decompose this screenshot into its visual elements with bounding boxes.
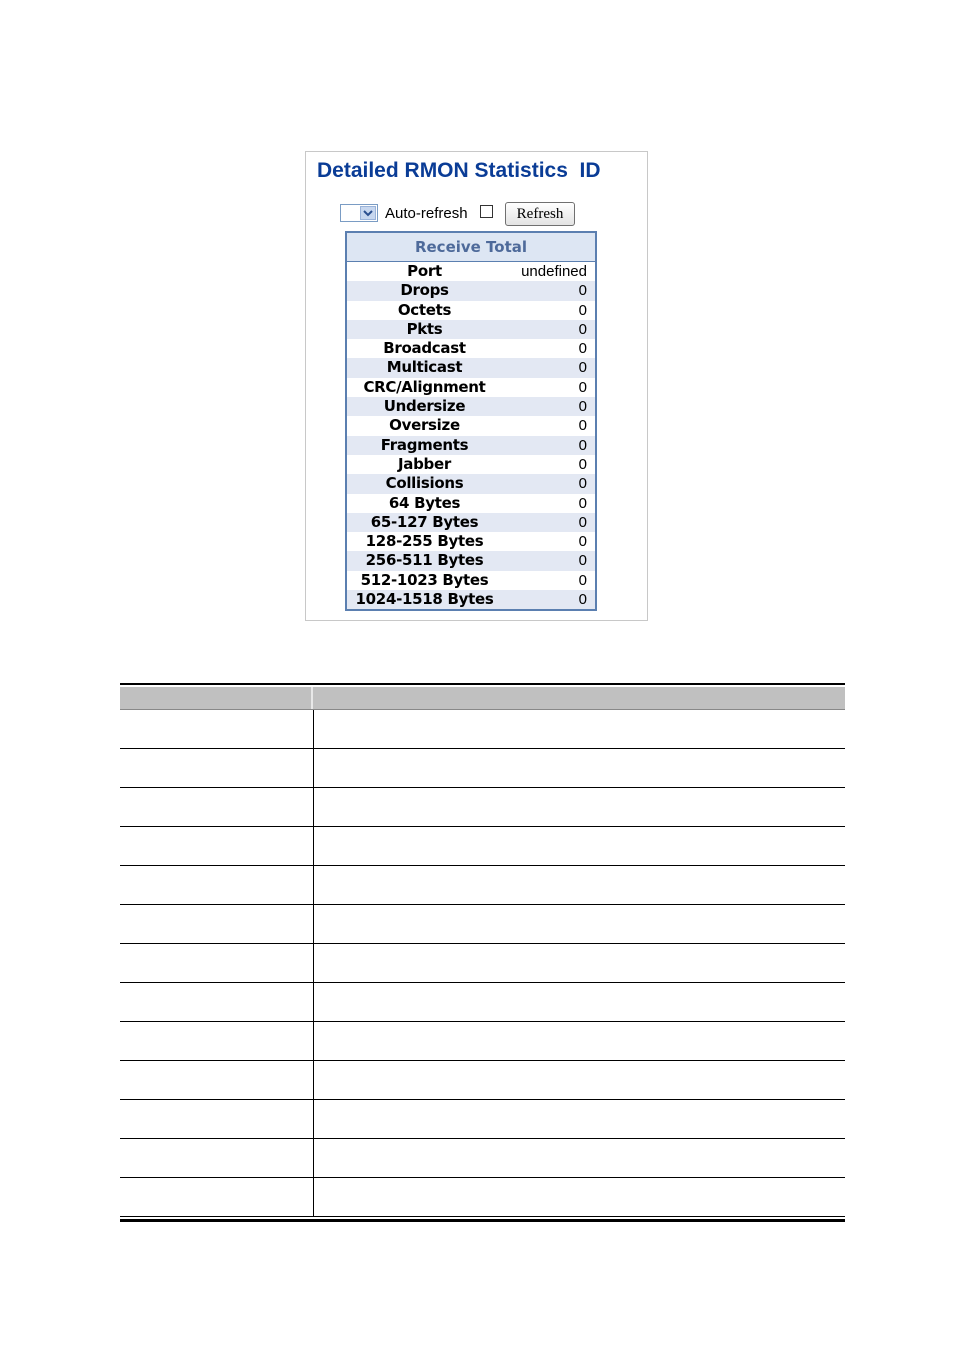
refresh-button[interactable]: Refresh: [505, 202, 575, 226]
table-row: [120, 983, 845, 1022]
stat-row: [347, 494, 595, 513]
table-row: [120, 1061, 845, 1100]
stats-table: [345, 231, 597, 611]
stat-name: CRC/Alignment: [363, 377, 486, 396]
stat-row: [347, 397, 595, 416]
stat-name: Oversize: [389, 416, 460, 435]
stat-row: [347, 455, 595, 474]
column-divider: [313, 788, 314, 826]
table-row: [120, 788, 845, 827]
stat-name: 1024-1518 Bytes: [355, 590, 494, 609]
column-divider: [313, 1178, 314, 1216]
stats-header: Receive Total: [347, 233, 595, 262]
page-title: Detailed RMON Statistics ID: [317, 159, 601, 182]
column-divider: [313, 1022, 314, 1060]
stat-value: 0: [578, 533, 587, 551]
stat-value: 0: [578, 475, 587, 493]
stat-name: Collisions: [385, 474, 464, 493]
stat-name: 128-255 Bytes: [365, 532, 484, 551]
stat-value: 0: [578, 571, 587, 589]
stat-value: 0: [578, 301, 587, 319]
stat-name: 64 Bytes: [388, 493, 461, 512]
table-row: [120, 749, 845, 788]
column-divider: [313, 1061, 314, 1099]
description-table-top-rule: [120, 683, 845, 685]
table-row: [120, 1139, 845, 1178]
table-row: [120, 827, 845, 866]
stat-name: Broadcast: [383, 339, 466, 358]
stat-value: 0: [578, 340, 587, 358]
stat-value: 0: [578, 378, 587, 396]
screenshot-frame: [305, 151, 648, 621]
table-row: [120, 1100, 845, 1139]
stat-name: 256-511 Bytes: [365, 551, 484, 570]
stat-value: 0: [578, 552, 587, 570]
stat-name: 65-127 Bytes: [370, 512, 479, 531]
stat-row: [347, 320, 595, 339]
stat-name: Octets: [397, 300, 452, 319]
stat-name: Drops: [400, 281, 449, 300]
table-row: [120, 1022, 845, 1061]
table-row: [120, 944, 845, 983]
column-divider: [313, 983, 314, 1021]
stat-value: undefined: [521, 263, 587, 280]
column-divider: [313, 710, 314, 748]
stat-row: [347, 262, 595, 281]
stat-row: [347, 358, 595, 377]
stat-value: 0: [578, 417, 587, 435]
stat-name: Pkts: [406, 319, 443, 338]
stat-row: [347, 301, 595, 320]
stat-value: 0: [578, 436, 587, 454]
header-divider: [311, 687, 313, 709]
auto-refresh-label: Auto-refresh: [385, 205, 468, 222]
column-divider: [313, 827, 314, 865]
stat-value: 0: [578, 359, 587, 377]
stat-name: Jabber: [398, 454, 451, 473]
stat-row: [347, 532, 595, 551]
column-divider: [313, 866, 314, 904]
stat-row: [347, 513, 595, 532]
chevron-down-icon: [360, 206, 376, 220]
stat-row: [347, 281, 595, 300]
stat-value: 0: [578, 398, 587, 416]
stat-row: [347, 474, 595, 493]
stat-value: 0: [578, 494, 587, 512]
stats-rows: [347, 262, 595, 609]
auto-refresh-checkbox[interactable]: [480, 205, 493, 218]
table-row: [120, 905, 845, 944]
column-divider: [313, 749, 314, 787]
column-divider: [313, 905, 314, 943]
stat-value: 0: [578, 282, 587, 300]
table-row: [120, 866, 845, 905]
table-row: [120, 1178, 845, 1217]
stat-value: 0: [578, 513, 587, 531]
stat-name: Undersize: [383, 397, 466, 416]
stat-row: [347, 339, 595, 358]
refresh-interval-select[interactable]: [340, 204, 378, 222]
stat-row: [347, 416, 595, 435]
stat-value: 0: [578, 455, 587, 473]
toolbar: [340, 202, 640, 228]
stat-row: [347, 590, 595, 609]
stat-name: 512-1023 Bytes: [360, 570, 489, 589]
stat-row: [347, 571, 595, 590]
table-row: [120, 710, 845, 749]
stat-value: 0: [578, 320, 587, 338]
stat-name: Port: [407, 262, 442, 280]
column-divider: [313, 944, 314, 982]
stat-row: [347, 551, 595, 570]
stat-value: 0: [578, 591, 587, 609]
stat-row: [347, 378, 595, 397]
description-table-bottom-rule: [120, 1219, 845, 1222]
stat-row: [347, 436, 595, 455]
stat-name: Multicast: [386, 358, 463, 377]
column-divider: [313, 1100, 314, 1138]
stat-name: Fragments: [380, 435, 469, 454]
description-table-header: [120, 687, 845, 710]
column-divider: [313, 1139, 314, 1177]
